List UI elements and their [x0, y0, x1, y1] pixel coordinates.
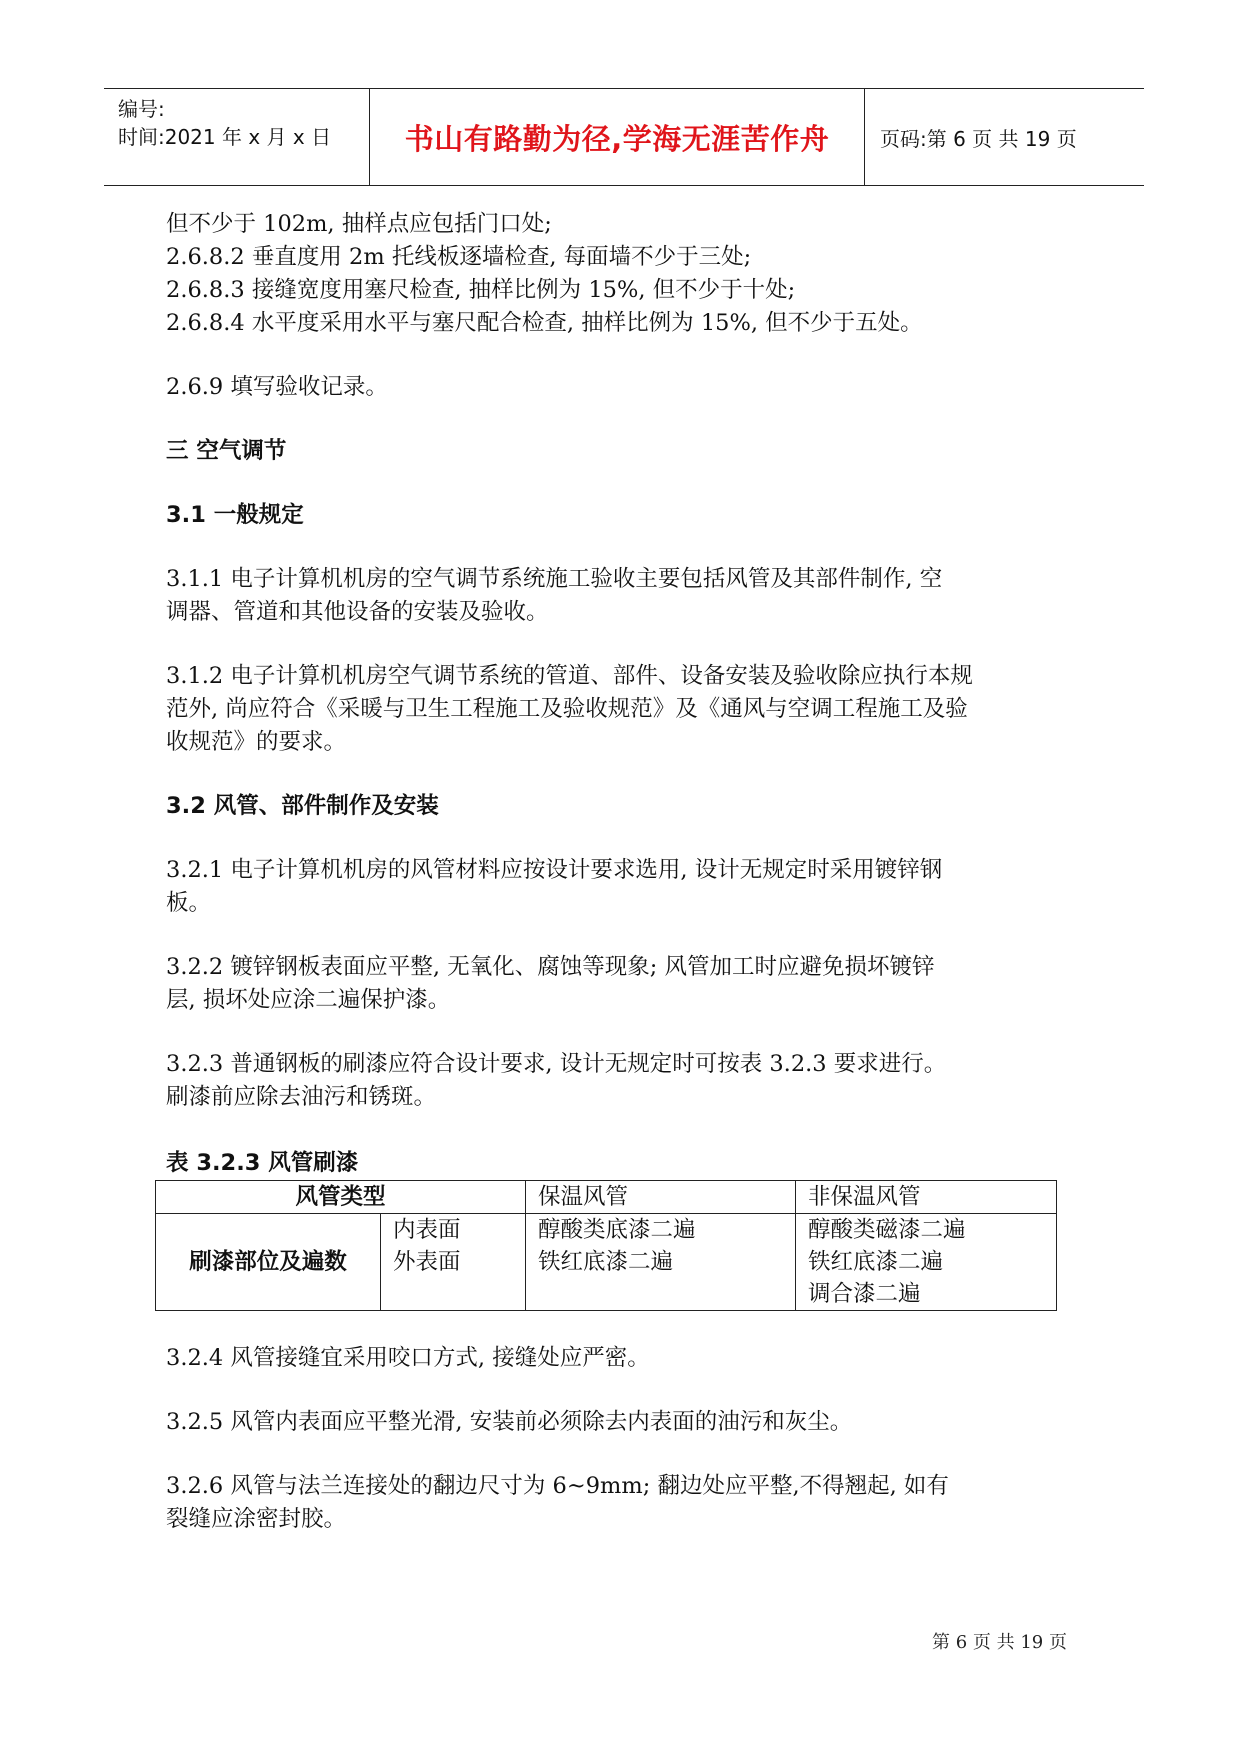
- time-label: 时间:2021 年 x 月 x 日: [118, 125, 332, 149]
- paragraph: 层, 损坏处应涂二遍保护漆。: [166, 987, 451, 1013]
- paragraph: 裂缝应涂密封胶。: [166, 1506, 347, 1532]
- header-right-cell: [866, 89, 1144, 185]
- surface-cell: [381, 1214, 526, 1311]
- paragraph: 3.2.3 普通钢板的刷漆应符合设计要求, 设计无规定时可按表 3.2.3 要求进行。: [166, 1051, 947, 1077]
- inner-surface: 内表面: [393, 1217, 461, 1243]
- paragraph: 3.2.5 风管内表面应平整光滑, 安装前必须除去内表面的油污和灰尘。: [166, 1409, 853, 1435]
- number-label: 编号:: [118, 97, 165, 121]
- duct-painting-table: [155, 1180, 1057, 1311]
- paragraph: 2.6.9 填写验收记录。: [166, 374, 388, 400]
- paragraph: 但不少于 102m, 抽样点应包括门口处;: [166, 211, 552, 237]
- insulated-cell: [526, 1214, 796, 1311]
- motto: 书山有路勤为径,学海无涯苦作舟: [404, 122, 830, 156]
- paragraph: 2.6.8.4 水平度采用水平与塞尺配合检查, 抽样比例为 15%, 但不少于五处。: [166, 310, 923, 336]
- paragraph: 调器、管道和其他设备的安装及验收。: [166, 599, 549, 625]
- paragraph: 3.2.2 镀锌钢板表面应平整, 无氧化、腐蚀等现象; 风管加工时应避免损坏镀锌: [166, 954, 935, 980]
- header-left-cell: [104, 89, 370, 185]
- noninsulated-extra: 调合漆二遍: [808, 1281, 921, 1307]
- paragraph: 3.2.1 电子计算机机房的风管材料应按设计要求选用, 设计无规定时采用镀锌钢: [166, 857, 943, 883]
- header-duct-type: 风管类型: [156, 1181, 526, 1214]
- paragraph: 板。: [166, 890, 212, 916]
- section-heading: 三 空气调节: [166, 438, 287, 464]
- table-caption: 表 3.2.3 风管刷漆: [166, 1150, 359, 1176]
- paragraph: 3.2.4 风管接缝宜采用咬口方式, 接缝处应严密。: [166, 1345, 650, 1371]
- noninsulated-inner: 醇酸类磁漆二遍: [808, 1217, 966, 1243]
- paragraph: 2.6.8.2 垂直度用 2m 托线板逐墙检查, 每面墙不少于三处;: [166, 244, 752, 270]
- paragraph: 3.1.1 电子计算机机房的空气调节系统施工验收主要包括风管及其部件制作, 空: [166, 566, 943, 592]
- table-row: [156, 1181, 1057, 1214]
- table-row: [156, 1214, 1057, 1311]
- header-insulated: 保温风管: [526, 1181, 796, 1214]
- page-header: [104, 88, 1144, 186]
- document-body: [166, 208, 1084, 1536]
- paragraph: 范外, 尚应符合《采暖与卫生工程施工及验收规范》及《通风与空调工程施工及验: [166, 696, 968, 722]
- paragraph: 3.2.6 风管与法兰连接处的翻边尺寸为 6~9mm; 翻边处应平整,不得翘起, 如有: [166, 1473, 949, 1499]
- header-noninsulated: 非保温风管: [796, 1181, 1057, 1214]
- noninsulated-outer: 铁红底漆二遍: [808, 1249, 944, 1275]
- paragraph: 收规范》的要求。: [166, 729, 347, 755]
- header-middle-cell: [370, 89, 865, 185]
- paragraph: 3.1.2 电子计算机机房空气调节系统的管道、部件、设备安装及验收除应执行本规: [166, 663, 973, 689]
- noninsulated-cell: [796, 1214, 1057, 1311]
- section-heading: 3.2 风管、部件制作及安装: [166, 793, 439, 819]
- paragraph: 2.6.8.3 接缝宽度用塞尺检查, 抽样比例为 15%, 但不少于十处;: [166, 277, 796, 303]
- page-footer: 第 6 页 共 19 页: [932, 1632, 1067, 1653]
- outer-surface: 外表面: [393, 1249, 461, 1275]
- insulated-inner: 醇酸类底漆二遍: [538, 1217, 696, 1243]
- row-label: 刷漆部位及遍数: [156, 1214, 381, 1311]
- page-info: 页码:第 6 页 共 19 页: [880, 127, 1077, 151]
- section-heading: 3.1 一般规定: [166, 502, 304, 528]
- paragraph: 刷漆前应除去油污和锈斑。: [166, 1084, 437, 1110]
- insulated-outer: 铁红底漆二遍: [538, 1249, 674, 1275]
